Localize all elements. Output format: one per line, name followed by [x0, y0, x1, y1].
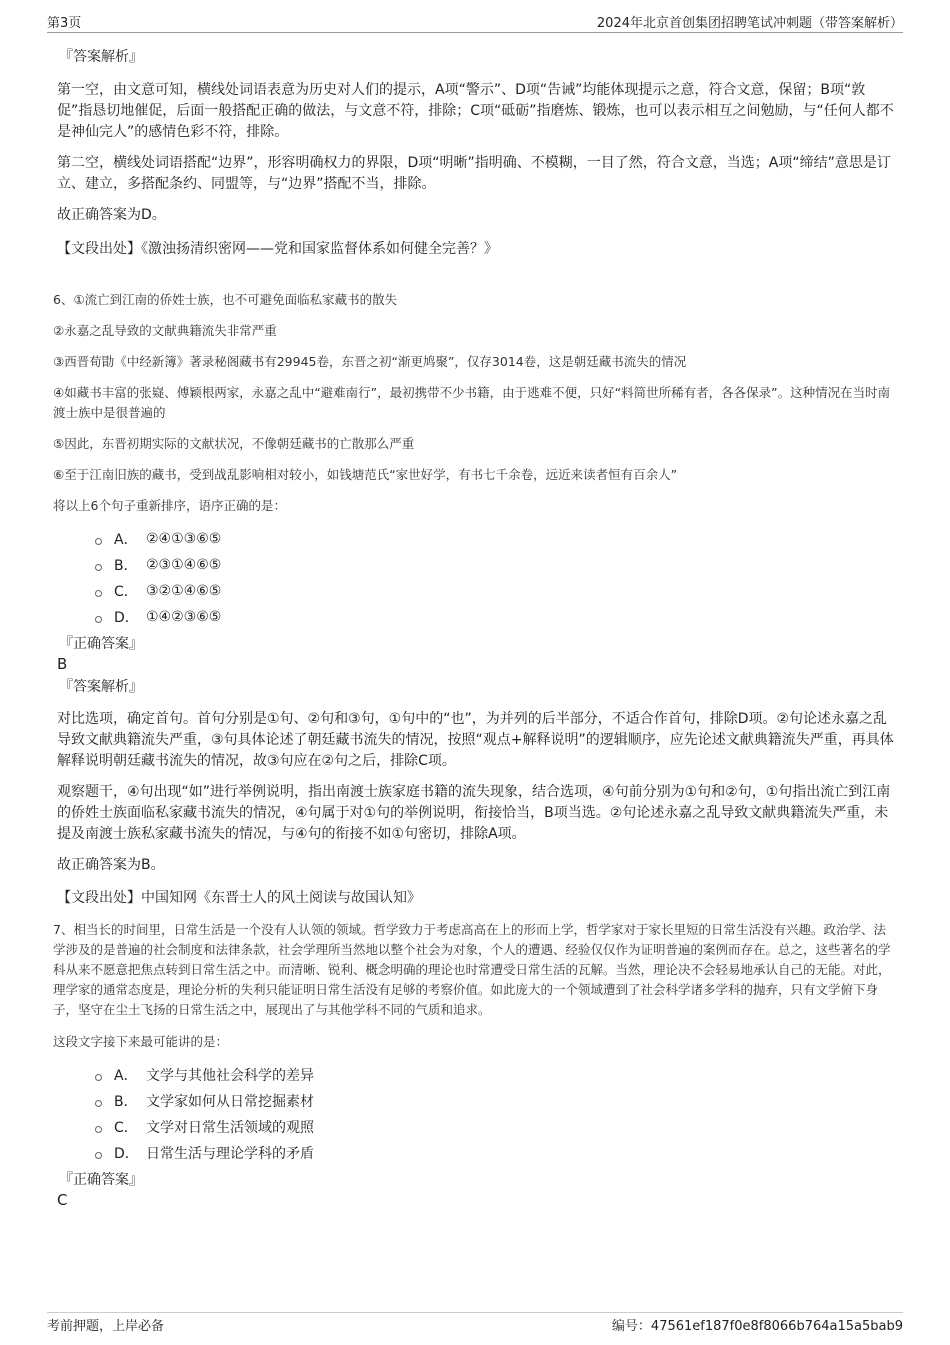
question-prompt: 这段文字接下来最可能讲的是：: [53, 1034, 229, 1049]
radio-button-icon[interactable]: [95, 1074, 102, 1081]
option-text: 文学家如何从日常挖掘素材: [146, 1094, 314, 1110]
radio-button-icon[interactable]: [95, 1126, 102, 1133]
radio-button-icon[interactable]: [95, 1100, 102, 1107]
option-a[interactable]: [95, 1062, 897, 1088]
radio-button-icon[interactable]: [95, 590, 102, 597]
analysis-title: 『答案解析』: [59, 679, 143, 695]
option-text: 日常生活与理论学科的矛盾: [146, 1146, 314, 1162]
page-number: 第3页: [47, 16, 82, 31]
page-footer: [47, 1312, 903, 1334]
option-d[interactable]: [95, 604, 897, 630]
option-text: 文学对日常生活领域的观照: [146, 1120, 314, 1136]
radio-button-icon[interactable]: [95, 564, 102, 571]
question-stem: 7、相当长的时间里，日常生活是一个没有人认领的领域。哲学致力于考虑高高在上的形而上学，哲学家对于家长里短的日常生活没有兴趣。政治学、法学涉及的是普遍的社会制度和法律条款，社会学理所当然地以整个社会为对象，个人的遭遇、经验仅仅作为证明普遍的案例而存在。总之，这些著名的学科从来不愿意把焦点转到日常生活之中。而清晰、锐利、概念明确的理论也时常遭受日常生活的瓦解。当然，理论决不会轻易地承认自己的无能。对此，理学家的通常态度是，理论分析的失利只能证明日常生活没有足够的考察价值。如此庞大的一个领域遭到了社会科学诸多学科的抛弃，只有文学俯下身子，坚守在尘土飞扬的日常生活之中，展现出了与其他学科不同的气质和追求。: [53, 922, 891, 1017]
question-sentence: ②永嘉之乱导致的文献典籍流失非常严重: [53, 323, 277, 338]
option-letter: D．: [114, 610, 139, 626]
question-sentence: ③西晋荀勖《中经新簿》著录秘阁藏书有29945卷，东晋之初“渐更鸠聚”，仅存3014卷，这是朝廷藏书流失的情况: [53, 354, 687, 369]
option-letter: C．: [114, 584, 138, 600]
analysis-paragraph: 对比选项，确定首句。首句分别是①句、②句和③句，①句中的“也”，为并列的后半部分，不适合作首句，排除D项。②句论述永嘉之乱导致文献典籍流失严重，③句具体论述了朝廷藏书流失的情况，按照“观点+解释说明”的逻辑顺序，应先论述文献典籍流失严重，再具体解释说明朝廷藏书流失的情况，故③句应在②句之后，排除C项。: [57, 711, 894, 769]
question-sentence: ④如藏书丰富的张嶷、傅颖根两家，永嘉之乱中“避难南行”，最初携带不少书籍，由于逃难不便，只好“料简世所稀有者，各各保录”。这种情况在当时南渡士族中是很普遍的: [53, 385, 891, 420]
analysis-conclusion: 故正确答案为D。: [57, 207, 166, 223]
radio-button-icon[interactable]: [95, 1152, 102, 1159]
option-letter: A．: [114, 1068, 138, 1084]
analysis-conclusion: 故正确答案为B。: [57, 857, 165, 873]
analysis-paragraph: 第一空，由文意可知，横线处词语表意为历史对人们的提示，A项“警示”、D项“告诫”均能体现提示之意，符合文意，保留；B项“敦促”指恳切地催促，后面一般搭配正确的做法，与文意不符，排除；C项“砥砺”指磨炼、锻炼，也可以表示相互之间勉励，与“任何人都不是神仙完人”的感情色彩不符，排除。: [57, 82, 894, 140]
document-title: 2024年北京首创集团招聘笔试冲刺题（带答案解析）: [596, 16, 903, 31]
option-letter: B．: [114, 558, 138, 574]
question-sentence: ⑥至于江南旧族的藏书，受到战乱影响相对较小，如钱塘范氏“家世好学，有书七千余卷，远近来读者恒有百余人”: [53, 467, 678, 482]
option-letter: B．: [114, 1094, 138, 1110]
option-c[interactable]: [95, 1114, 897, 1140]
correct-answer: C: [57, 1191, 68, 1209]
option-letter: C．: [114, 1120, 138, 1136]
option-b[interactable]: [95, 552, 897, 578]
page-content: [53, 47, 897, 1209]
answer-title: 『正确答案』: [59, 1172, 143, 1188]
answer-title: 『正确答案』: [59, 636, 143, 652]
analysis-paragraph: 第二空，横线处词语搭配“边界”，形容明确权力的界限，D项“明晰”指明确、不模糊，一目了然，符合文意，当选；A项“缔结”意思是订立、建立，多搭配条约、同盟等，与“边界”搭配不当，排除。: [57, 155, 891, 192]
source-citation: 【文段出处】中国知网《东晋士人的风土阅读与故国认知》: [57, 890, 421, 906]
option-c[interactable]: [95, 578, 897, 604]
option-d[interactable]: [95, 1140, 897, 1166]
option-text: 文学与其他社会科学的差异: [146, 1068, 314, 1084]
analysis-paragraph: 观察题干，④句出现“如”进行举例说明，指出南渡士族家庭书籍的流失现象，结合选项，④句前分别为①句和②句，①句指出流亡到江南的侨姓士族面临私家藏书流失的情况，④句属于对①句的举例说明，衔接恰当，B项当选。②句论述永嘉之乱导致文献典籍流失严重，未提及南渡士族私家藏书流失的情况，与④句的衔接不如①句密切，排除A项。: [57, 784, 891, 842]
question-sentence: 6、①流亡到江南的侨姓士族，也不可避免面临私家藏书的散失: [53, 292, 398, 307]
option-letter: D．: [114, 1146, 139, 1162]
option-text: ③②①④⑥⑤: [146, 583, 222, 599]
option-text: ①④②③⑥⑤: [146, 609, 222, 625]
question-sentence: ⑤因此，东晋初期实际的文献状况，不像朝廷藏书的亡散那么严重: [53, 436, 415, 451]
option-text: ②③①④⑥⑤: [146, 557, 222, 573]
option-b[interactable]: [95, 1088, 897, 1114]
radio-button-icon[interactable]: [95, 538, 102, 545]
source-citation: 【文段出处】《激浊扬清织密网——党和国家监督体系如何健全完善？》: [57, 241, 498, 257]
radio-button-icon[interactable]: [95, 616, 102, 623]
document-id: 编号：47561ef187f0e8f8066b764a15a5bab9: [611, 1319, 903, 1334]
page-header: [47, 12, 903, 33]
option-text: ②④①③⑥⑤: [146, 531, 222, 547]
analysis-title: 『答案解析』: [59, 49, 143, 65]
option-a[interactable]: [95, 526, 897, 552]
footer-slogan: 考前押题，上岸必备: [47, 1319, 165, 1334]
correct-answer: B: [57, 655, 68, 673]
question-prompt: 将以上6个句子重新排序，语序正确的是：: [53, 498, 286, 513]
option-letter: A．: [114, 532, 138, 548]
